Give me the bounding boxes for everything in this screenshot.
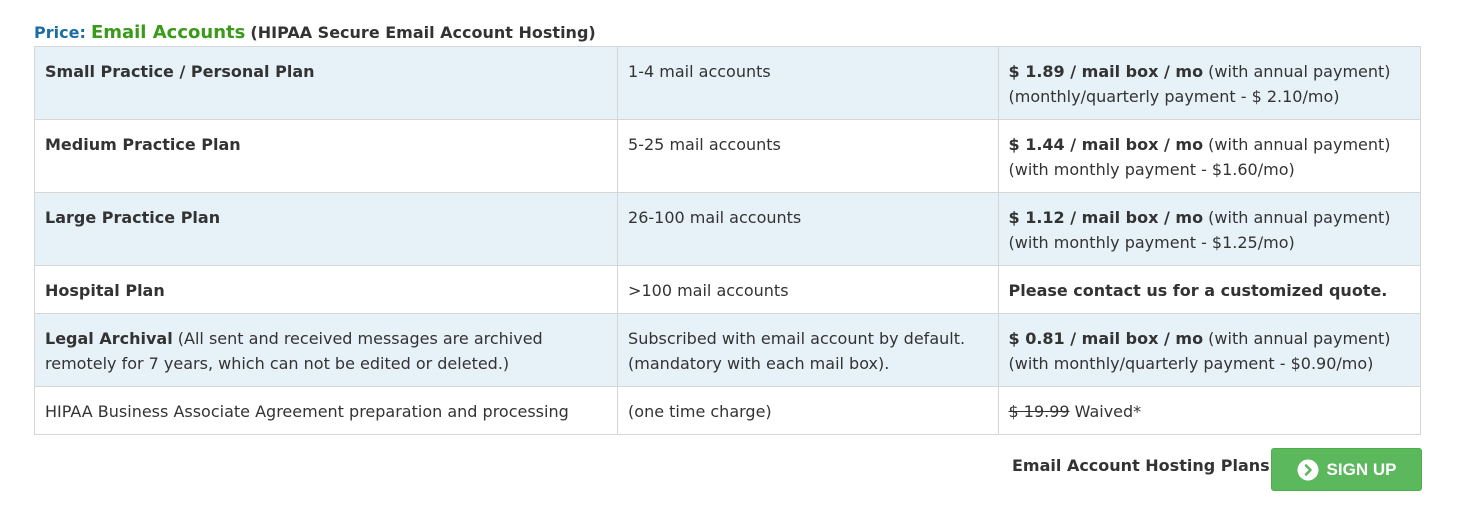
plan-price-cell [998,47,1421,120]
section-heading [34,20,596,46]
plan-accounts-cell [618,193,998,266]
plan-price-cell [998,120,1421,193]
plan-contact-note: Please contact us for a customized quote. [1008,281,1388,300]
plan-price: $ 1.89 / mail box / mo [1008,62,1204,81]
table-row [35,193,1421,266]
plan-price: $ 0.81 / mail box / mo [1008,329,1204,348]
plan-name-cell [35,387,618,435]
plan-price-alt: (with monthly payment - $1.25/mo) [1008,233,1295,252]
page-subtitle: (HIPAA Secure Email Account Hosting) [250,23,596,42]
plan-name: Small Practice / Personal Plan [45,62,315,81]
plan-price-note: (with annual payment) [1203,62,1391,81]
plan-name: Medium Practice Plan [45,135,241,154]
pricing-table [34,46,1421,435]
plan-name: HIPAA Business Associate Agreement preparation and processing [45,402,569,421]
plan-price-note: (with annual payment) [1203,329,1391,348]
plan-name-cell [35,314,618,387]
plan-accounts: 1-4 mail accounts [628,62,771,81]
sign-up-label: SIGN UP [1326,459,1397,479]
plan-price-cell [998,314,1421,387]
page-title: Email Accounts [90,22,246,43]
table-row [35,266,1421,314]
plan-name: Hospital Plan [45,281,165,300]
table-row [35,314,1421,387]
plan-price-alt: (with monthly payment - $1.60/mo) [1008,160,1295,179]
plan-accounts-cell [618,314,998,387]
chevron-circle-right-icon [1297,459,1319,481]
plan-name-cell [35,47,618,120]
plan-name: Legal Archival [45,329,173,348]
plan-price-note: (with annual payment) [1203,135,1391,154]
plan-price-alt: (with monthly/quarterly payment - $0.90/mo) [1008,354,1374,373]
plan-name-note: (All sent and received messages are archived remotely for 7 years, which can not be edited or deleted.) [45,329,543,373]
plan-price-alt: (monthly/quarterly payment - $ 2.10/mo) [1008,87,1340,106]
price-label: Price: [34,23,86,42]
plan-accounts: >100 mail accounts [628,281,789,300]
table-row [35,47,1421,120]
sign-up-button[interactable] [1271,448,1422,491]
plan-price: $ 1.44 / mail box / mo [1008,135,1204,154]
plan-name-cell [35,193,618,266]
plan-price-cell [998,266,1421,314]
plan-price-cell [998,387,1421,435]
plan-accounts: 5-25 mail accounts [628,135,781,154]
plan-accounts: Subscribed with email account by default. (mandatory with each mail box). [628,329,966,373]
old-price: $ 19.99 [1008,402,1070,421]
plan-name-cell [35,120,618,193]
plan-accounts-cell [618,120,998,193]
plan-accounts: 26-100 mail accounts [628,208,802,227]
plan-price: $ 1.12 / mail box / mo [1008,208,1204,227]
plan-price-cell [998,193,1421,266]
waived-price: Waived* [1069,402,1142,421]
hosting-plans-label: Email Account Hosting Plans [1012,456,1270,475]
table-row [35,120,1421,193]
plan-price-note: (with annual payment) [1203,208,1391,227]
plan-accounts-cell [618,47,998,120]
table-row [35,387,1421,435]
plan-accounts-cell [618,266,998,314]
plan-name: Large Practice Plan [45,208,221,227]
plan-accounts: (one time charge) [628,402,772,421]
plan-accounts-cell [618,387,998,435]
plan-name-cell [35,266,618,314]
